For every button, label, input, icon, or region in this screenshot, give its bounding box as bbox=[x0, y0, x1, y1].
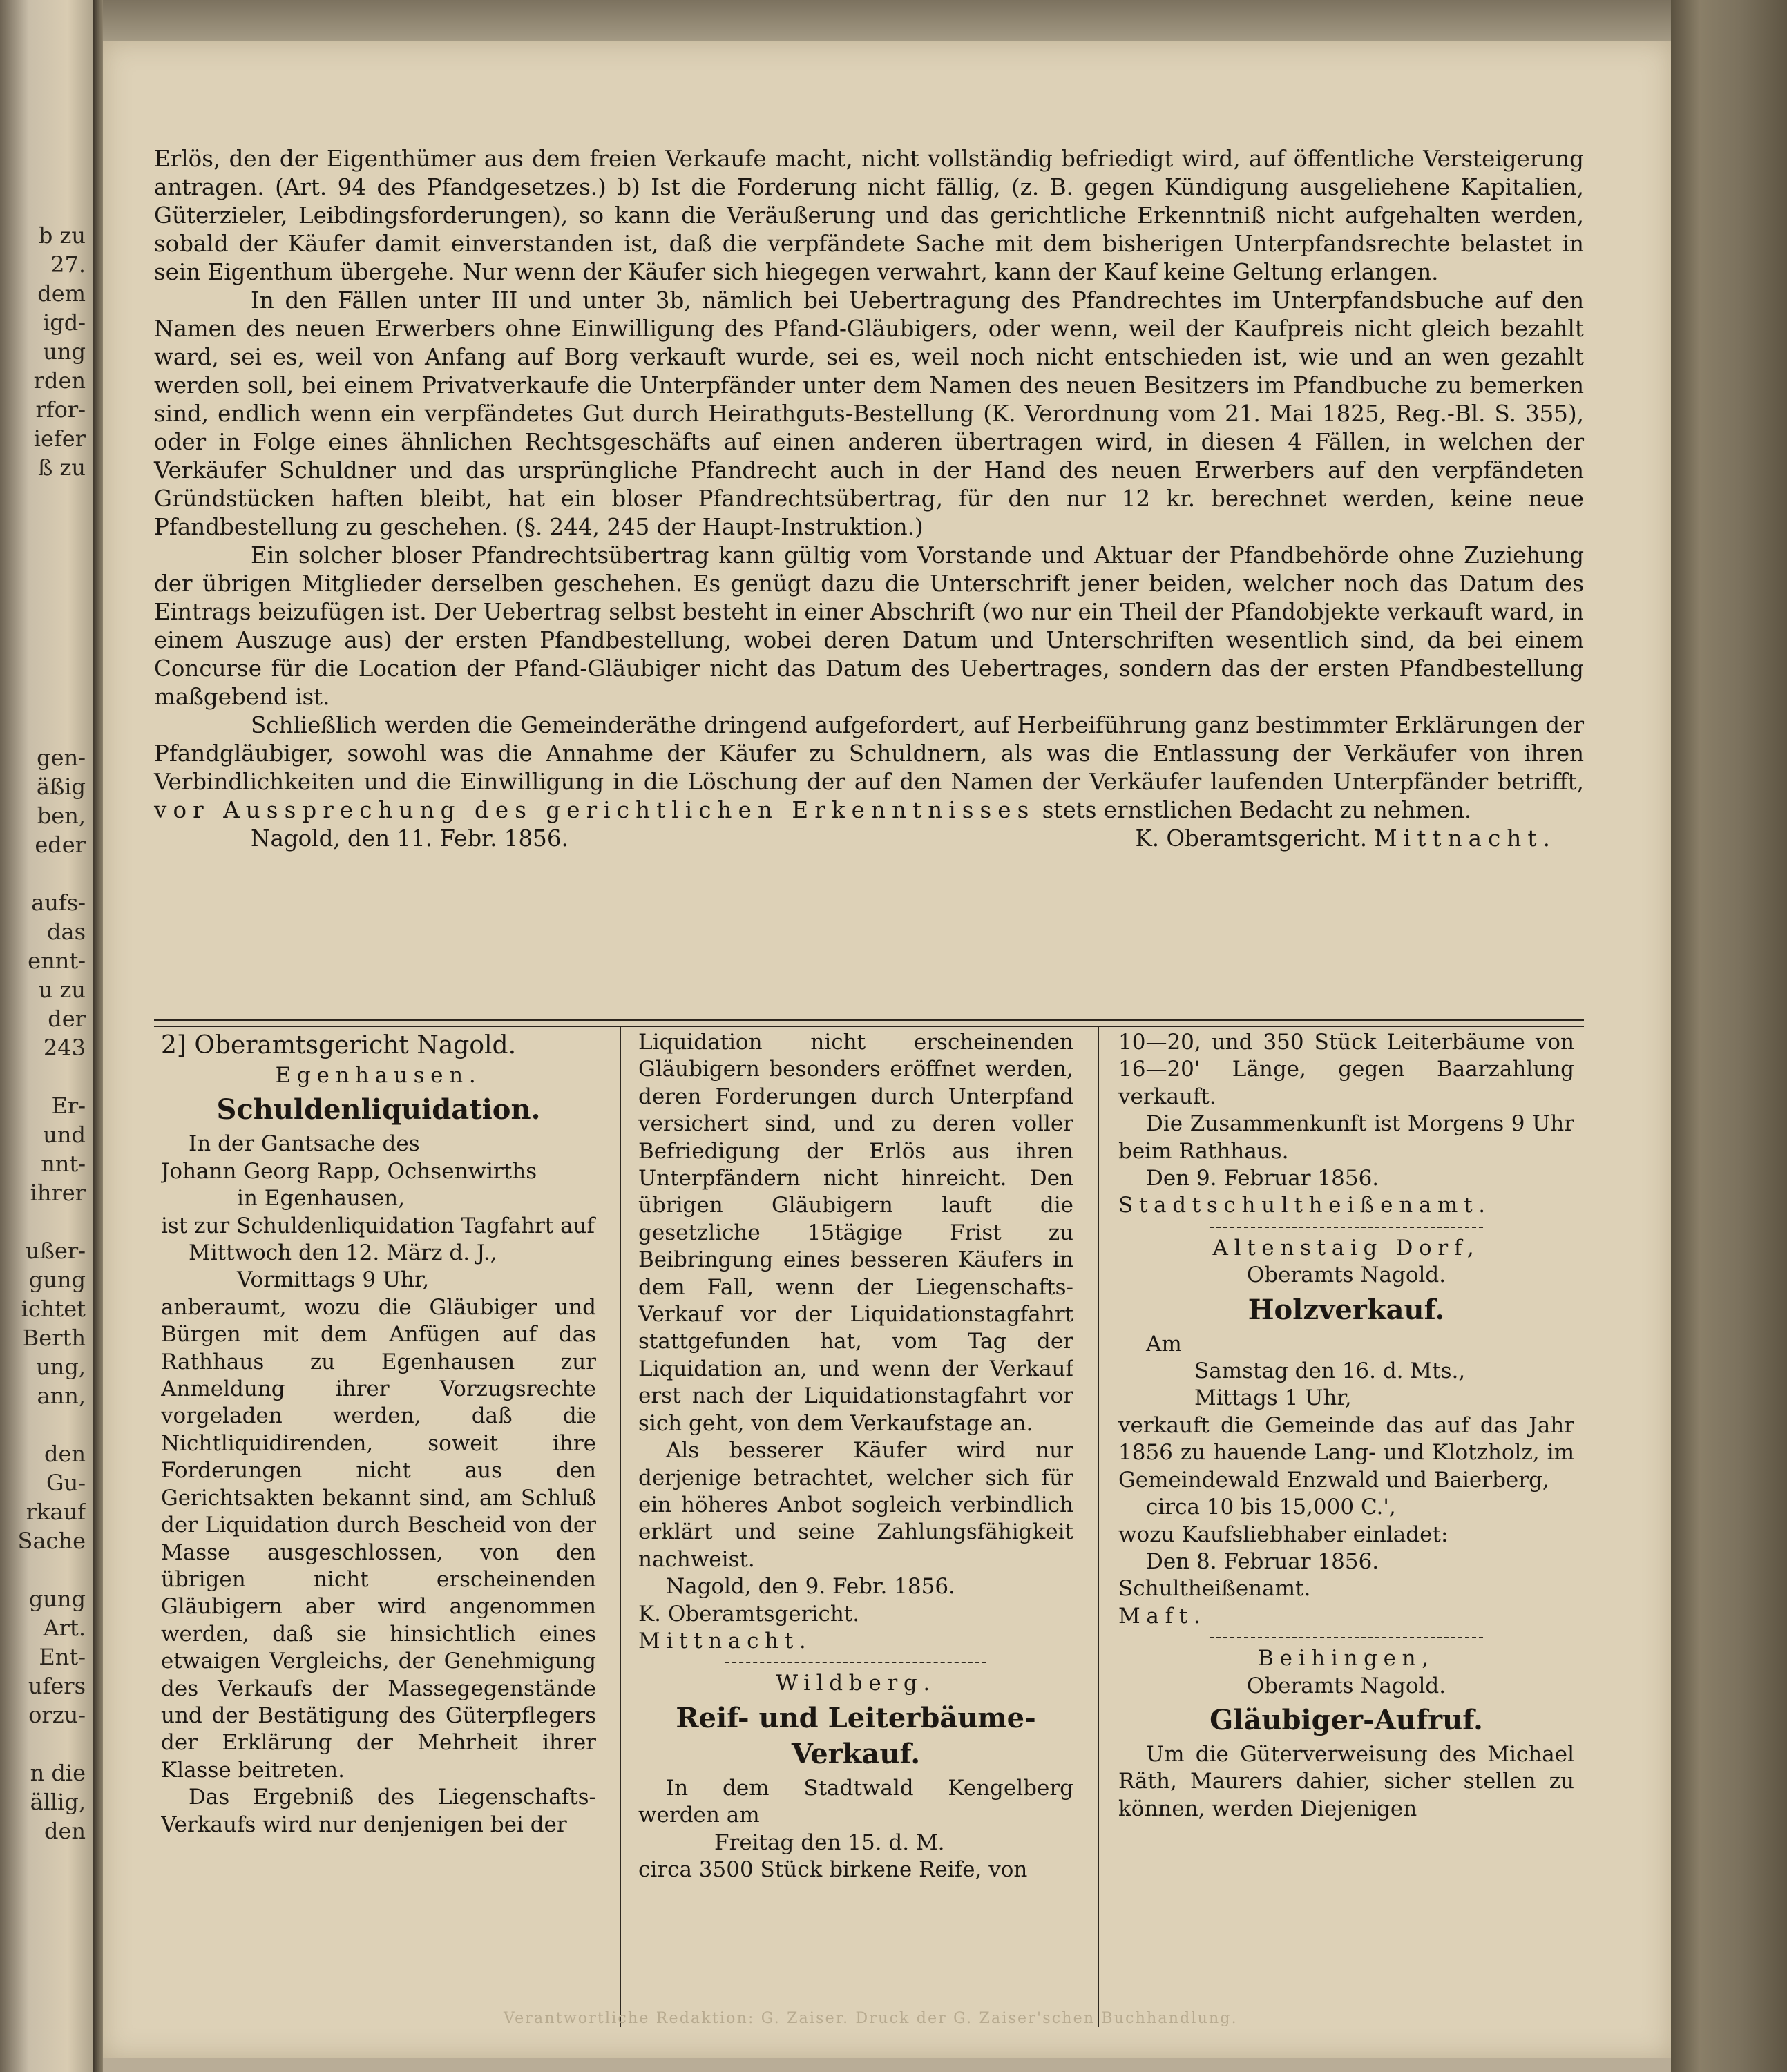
left-fragment-line: ihrer bbox=[30, 1180, 86, 1206]
notice-date: Den 9. Februar 1856. bbox=[1146, 1166, 1379, 1191]
notice-body: verkauft die Gemeinde das auf das Jahr 1856 zu hauende Lang- und Klotzholz, im Gemeindewald Enzwald und Baierberg, bbox=[1118, 1412, 1574, 1493]
column-3 bbox=[1118, 1029, 1574, 2024]
notice-body-2: Als besserer Käufer wird nur derjenige betrachtet, welcher sich für ein höheres Anbot sogleich verbindlich erklärt und seine Zahlungsfähigkeit nachweist. bbox=[638, 1438, 1073, 1572]
notice-time-line: Mittags 1 Uhr, bbox=[1194, 1385, 1352, 1411]
notice-line: In dem Stadtwald Kengelberg werden am bbox=[638, 1775, 1073, 1828]
left-fragment-line: Gu- bbox=[46, 1470, 86, 1496]
left-fragment-line: Art. bbox=[43, 1615, 86, 1641]
left-fragment-line: das bbox=[47, 919, 86, 945]
left-fragment-line bbox=[3, 859, 86, 888]
notice-line: circa 3500 Stück birkene Reife, von bbox=[638, 1857, 1028, 1882]
notice-divider bbox=[725, 1662, 986, 1663]
left-fragment-line bbox=[3, 540, 86, 569]
left-fragment-line: igd- bbox=[42, 309, 86, 336]
notice-place: Egenhausen. bbox=[275, 1063, 482, 1088]
column-separator-2 bbox=[1098, 1026, 1099, 2027]
left-fragment-line: rden bbox=[33, 367, 86, 394]
left-fragment-line bbox=[3, 482, 86, 511]
notice-date-line: Samstag den 16. d. Mts., bbox=[1194, 1359, 1466, 1384]
notice-office: Schultheißenamt. bbox=[1118, 1576, 1311, 1602]
left-fragment-line: und bbox=[43, 1122, 86, 1148]
left-fragment-line bbox=[3, 569, 86, 598]
book-cover-right bbox=[1671, 0, 1787, 2072]
left-fragment-line bbox=[3, 1207, 86, 1236]
notice-divider bbox=[1210, 1227, 1483, 1228]
left-fragment-line: n die bbox=[30, 1760, 86, 1786]
left-fragment-line: nnt- bbox=[41, 1151, 86, 1177]
left-fragment-line: Er- bbox=[51, 1093, 86, 1119]
book-cover-top bbox=[103, 0, 1671, 41]
left-fragment-line: eder bbox=[35, 832, 86, 858]
notice-heading: Gläubiger-Aufruf. bbox=[1210, 1703, 1483, 1736]
notice-body: 10—20, und 350 Stück Leiterbäume von 16—20' Länge, gegen Baarzahlung verkauft. bbox=[1118, 1030, 1574, 1109]
left-fragment-line: äßig bbox=[36, 774, 86, 800]
left-fragment-line: gung bbox=[28, 1586, 86, 1612]
intro-p4-part-a: Schließlich werden die Gemeinderäthe dringend aufgefordert, auf Herbeiführung ganz bestimmter Erklärungen der Pfandgläubiger, sowohl was die Annahme der Käufer zu Schuldnern, als was die Entlassung der Verkäufer von ihren Verbindlichkeiten und die Einwilligung in die Löschung der auf den Namen der Verkäufer laufenden Unterpfänder betrifft, bbox=[154, 712, 1584, 795]
notice-body: anberaumt, wozu die Gläubiger und Bürgen mit dem Anfügen auf das Rathhaus zu Egenhausen zur Anmeldung ihrer Vorzugsrechte vorgeladen werden, daß die Nichtliquidirenden, soweit ihre Forderungen nicht aus den Gerichtsakten bekannt sind, am Schluß der Liquidation durch Bescheid von der Masse ausgeschlossen, von den übrigen nicht erscheinenden Gläubigern aber wird angenommen werden, daß sie hinsichtlich eines etwaigen Vergleichs, der Genehmigung des Verkaufs der Massegegenstände und der Bestätigung des Güterpflegers der Erklärung der Mehrheit ihrer Klasse beitreten. bbox=[161, 1294, 596, 1783]
left-fragment-line bbox=[3, 1062, 86, 1091]
notice-line: in Egenhausen, bbox=[237, 1186, 405, 1211]
left-fragment-line: ufers bbox=[28, 1673, 86, 1699]
notice-line: Johann Georg Rapp, Ochsenwirths bbox=[161, 1158, 537, 1184]
notice-body: Liquidation nicht erscheinenden Gläubigern besonders eröffnet werden, deren Forderungen durch Unterpfand versichert sind, und zu deren voller Befriedigung der Erlös aus ihren Unterpfändern nicht hinreicht. Den übrigen Gläubigern lauft die gesetzliche 15tägige Frist zu Beibringung eines besseren Käufers in dem Fall, wenn der Liegenschafts-Verkauf vor der Liquidationstagfahrt stattgefunden hat, vom Tag der Liquidation an, und wenn der Verkauf erst nach der Liquidationstagfahrt vor sich geht, von dem Verkaufstage an. bbox=[638, 1030, 1073, 1436]
left-fragment-line bbox=[3, 1410, 86, 1439]
intro-p4-spaced: vor Aussprechung des gerichtlichen Erkenntnisses bbox=[154, 797, 1035, 823]
left-fragment-line: ß zu bbox=[37, 454, 86, 481]
left-fragment-line bbox=[3, 1729, 86, 1758]
left-fragment-line: ung bbox=[43, 338, 86, 365]
notice-line: In der Gantsache des bbox=[189, 1131, 420, 1157]
left-fragment-line bbox=[3, 685, 86, 714]
intro-paragraph-4 bbox=[154, 711, 1584, 825]
left-fragment-line: gung bbox=[28, 1267, 86, 1293]
notice-place: Wildberg. bbox=[776, 1671, 936, 1696]
left-fragment-line: Ent- bbox=[39, 1644, 86, 1670]
left-fragment-line: ußer- bbox=[25, 1238, 86, 1264]
notice-heading: Schuldenliquidation. bbox=[216, 1093, 541, 1126]
intro-paragraph-1: Erlös, den der Eigenthümer aus dem freien Verkaufe macht, nicht vollständig befriedigt wird, auf öffentliche Versteigerung antragen. (Art. 94 des Pfandgesetzes.) b) Ist die Forderung nicht fällig, (z. B. gegen Kündigung ausgeliehene Kapitalien, Güterzieler, Leibdingsforderungen), so kann die Veräußerung und das gerichtliche Erkenntniß nicht aufgehalten werden, sobald der Käufer damit einverstanden ist, daß die verpfändete Sache mit dem bisherigen Unterpfandsrechte belastet in sein Eigenthum übergehe. Nur wenn der Käufer sich hiegegen verwahrt, kann der Kauf keine Geltung erlangen. bbox=[154, 146, 1584, 285]
notice-signature: Maft. bbox=[1118, 1603, 1207, 1629]
notice-date: Den 8. Februar 1856. bbox=[1146, 1548, 1379, 1574]
notice-court: K. Oberamtsgericht. bbox=[638, 1601, 860, 1627]
faint-show-through-footer: Verantwortliche Redaktion: G. Zaiser. Druck der G. Zaiser'schen Buchhandlung. bbox=[504, 2010, 1238, 2027]
left-fragment-line: ung, bbox=[36, 1354, 86, 1380]
notice-body: Um die Güterverweisung des Michael Räth, Maurers dahier, sicher stellen zu können, werden Diejenigen bbox=[1118, 1741, 1574, 1821]
notice-line: circa 10 bis 15,000 C.', bbox=[1146, 1495, 1396, 1520]
intro-signature bbox=[154, 825, 1584, 853]
left-fragment-line bbox=[3, 1555, 86, 1584]
signature-person: Mittnacht. bbox=[1374, 825, 1556, 852]
left-fragment-line: iefer bbox=[33, 425, 86, 452]
left-fragment-line bbox=[3, 656, 86, 685]
intro-section bbox=[154, 145, 1584, 853]
intro-paragraph-3: Ein solcher bloser Pfandrechtsübertrag kann gültig vom Vorstande und Aktuar der Pfandbehörde ohne Zuziehung der übrigen Mitglieder derselben geschehen. Es genügt dazu die Unterschrift jener beiden, welcher noch das Datum des Eintrags beizufügen ist. Der Uebertrag selbst besteht in einer Abschrift (wo nur ein Theil der Pfandobjekte verkauft ward, in einem Auszuge aus) der ersten Pfandbestellung, wobei deren Datum und Unterschriften wesentlich sind, da bei einem Concurse für die Location der Pfand-Gläubiger nicht das Datum des Uebertrages, sondern das der ersten Pfandbestellung maßgebend ist. bbox=[154, 542, 1584, 710]
notice-time-line: Vormittags 9 Uhr, bbox=[237, 1267, 430, 1293]
column-2 bbox=[638, 1029, 1073, 2024]
left-fragment-line: aufs- bbox=[31, 890, 86, 916]
left-fragment-line: der bbox=[48, 1006, 86, 1032]
section-divider bbox=[154, 1019, 1584, 1027]
left-fragment-line: ann, bbox=[37, 1383, 86, 1409]
notice-line: wozu Kaufsliebhaber einladet: bbox=[1118, 1522, 1449, 1547]
notice-date-line: Mittwoch den 12. März d. J., bbox=[189, 1240, 497, 1266]
left-fragment-line: ällig, bbox=[30, 1789, 86, 1815]
signature-court-name: K. Oberamtsgericht. bbox=[1135, 825, 1368, 852]
signature-court bbox=[1135, 825, 1556, 853]
left-page-text-fragments bbox=[3, 221, 86, 1845]
notice-date: Nagold, den 9. Febr. 1856. bbox=[666, 1574, 955, 1600]
notice-line: Am bbox=[1146, 1331, 1182, 1356]
left-fragment-line bbox=[3, 714, 86, 743]
notice-line: ist zur Schuldenliquidation Tagfahrt auf bbox=[161, 1213, 595, 1238]
left-fragment-line: gen- bbox=[37, 745, 86, 771]
notice-heading: Holzverkauf. bbox=[1248, 1293, 1445, 1326]
notice-signature: Mittnacht. bbox=[638, 1628, 812, 1653]
intro-paragraph-2: In den Fällen unter III und unter 3b, nämlich bei Uebertragung des Pfandrechtes im Unterpfandsbuche auf den Namen des neuen Erwerbers ohne Einwilligung des Pfand-Gläubigers, oder wenn, weil der Kaufpreis nicht gleich bezahlt ward, sei es, weil von Anfang auf Borg verkauft wurde, sei es, weil noch nicht entschieden ist, wie und an wen gezahlt werden soll, bei einem Privatverkaufe die Unterpfänder unter dem Namen des neuen Besitzers im Pfandbuche zu bemerken sind, endlich wenn ein verpfändetes Gut durch Heirathguts-Bestellung (K. Verordnung vom 21. Mai 1825, Reg.-Bl. S. 355), oder in Folge eines ähnlichen Rechtsgeschäfts auf einen anderen übertragen wird, in diesen 4 Fällen, in welchen der Verkäufer Schuldner und das ursprüngliche Pfandrecht auch in der Hand des neuen Erwerbers auf den verpfändeten Gründstücken haften bleibt, hat ein bloser Pfandrechtsübertrag, für den nur 12 kr. berechnet werden, keine neue Pfandbestellung zu geschehen. (§. 244, 245 der Haupt-Instruktion.) bbox=[154, 287, 1584, 540]
left-fragment-line: dem bbox=[37, 280, 86, 307]
left-fragment-line: 27. bbox=[50, 251, 86, 278]
left-fragment-line: orzu- bbox=[28, 1702, 86, 1728]
notice-district: Oberamts Nagold. bbox=[1246, 1263, 1446, 1288]
signature-place-date: Nagold, den 11. Febr. 1856. bbox=[251, 825, 568, 852]
left-fragment-line bbox=[3, 627, 86, 656]
left-fragment-line: u zu bbox=[38, 977, 86, 1003]
left-fragment-line bbox=[3, 598, 86, 627]
notice-heading: Reif- und Leiterbäume-Verkauf. bbox=[676, 1701, 1036, 1770]
left-fragment-line: 243 bbox=[43, 1035, 86, 1061]
notice-place: Beihingen, bbox=[1258, 1646, 1435, 1671]
notice-body-2: Die Zusammenkunft ist Morgens 9 Uhr beim Rathhaus. bbox=[1118, 1111, 1574, 1164]
left-fragment-line: ben, bbox=[37, 803, 86, 829]
notice-body-2: Das Ergebniß des Liegenschafts-Verkaufs wird nur denjenigen bei der bbox=[161, 1785, 596, 1837]
left-fragment-line: b zu bbox=[38, 222, 86, 249]
newspaper-page bbox=[103, 41, 1671, 2058]
notice-office: Stadtschultheißenamt. bbox=[1118, 1193, 1491, 1218]
intro-p4-part-b: stets ernstlichen Bedacht zu nehmen. bbox=[1042, 797, 1472, 823]
column-1 bbox=[161, 1029, 596, 2024]
column-separator-1 bbox=[620, 1026, 621, 2027]
left-fragment-line: ennt- bbox=[28, 948, 86, 974]
left-fragment-line: Berth bbox=[22, 1325, 86, 1351]
left-fragment-line: ichtet bbox=[21, 1296, 86, 1322]
notice-district: Oberamts Nagold. bbox=[1246, 1673, 1446, 1698]
left-fragment-line: rkauf bbox=[26, 1499, 86, 1525]
notice-number-title: 2] Oberamtsgericht Nagold. bbox=[161, 1031, 517, 1059]
left-page-edge bbox=[0, 0, 97, 2072]
notice-date-line: Freitag den 15. d. M. bbox=[714, 1830, 945, 1855]
notice-divider bbox=[1210, 1637, 1483, 1638]
left-fragment-line: den bbox=[44, 1818, 86, 1844]
left-fragment-line bbox=[3, 511, 86, 540]
left-fragment-line: Sache bbox=[17, 1528, 86, 1554]
notice-place: Altenstaig Dorf, bbox=[1212, 1235, 1480, 1260]
left-fragment-line: den bbox=[44, 1441, 86, 1467]
left-fragment-line: rfor- bbox=[35, 396, 86, 423]
book-gutter bbox=[93, 0, 103, 2072]
